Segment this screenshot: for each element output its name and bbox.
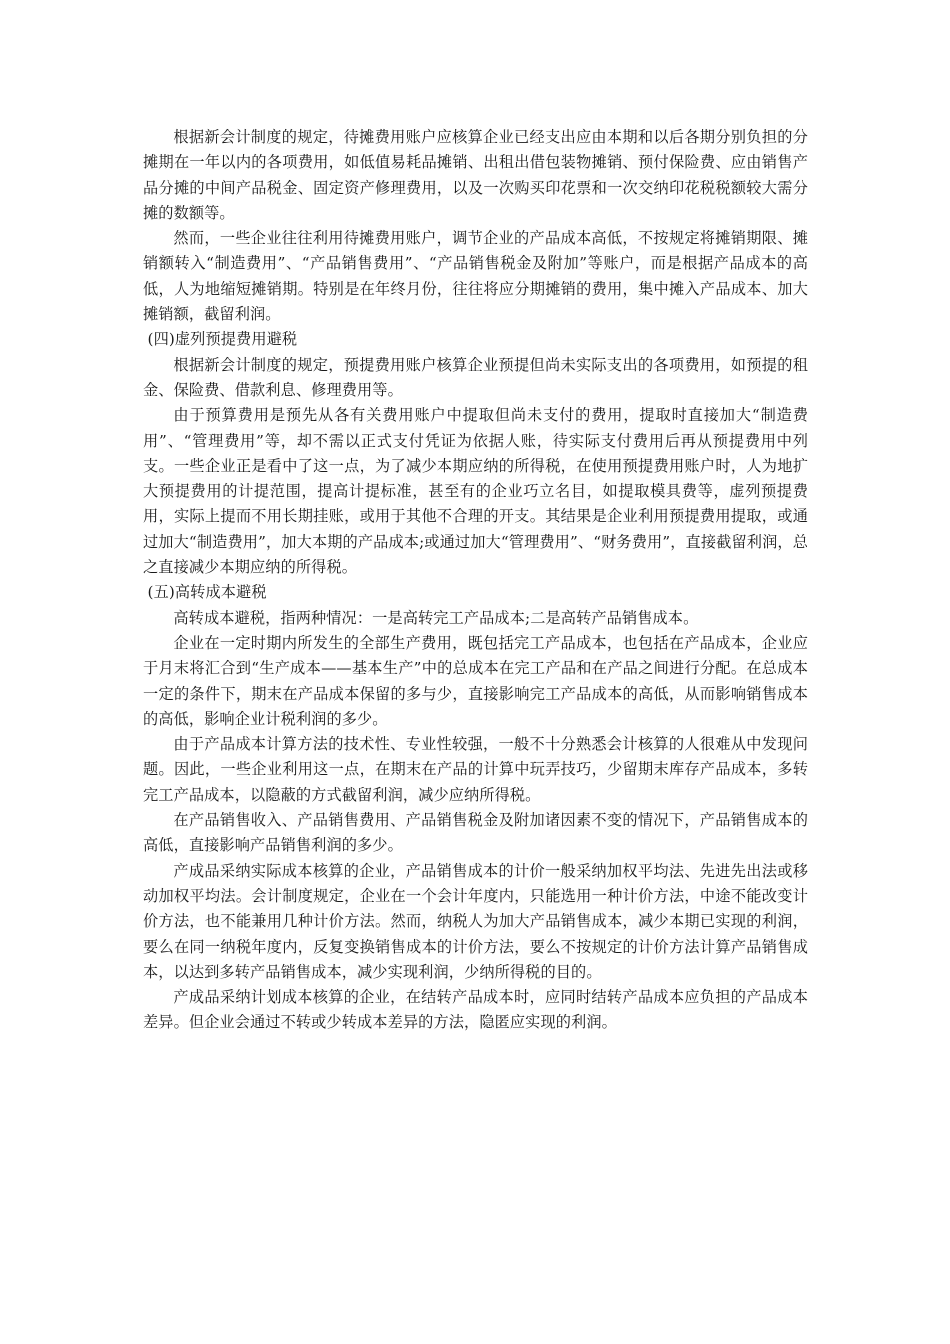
- section-heading-5: (五)高转成本避税: [147, 583, 267, 602]
- section-heading-4: (四)虚列预提费用避税: [147, 330, 298, 349]
- paragraph-prepaid-expenses-rule: 根据新会计制度的规定，待摊费用账户应核算企业已经支出应由本期和以后各期分别负担的分摊期在一年以内的各项费用，如低值易耗品摊销、出租出借包装物摊销、预付保险费、应由销售产品分摊的中间产品税金、固定资产修理费用，以及一次购买印花票和一次交纳印花税税额较大需分摊的数额等。: [143, 128, 808, 222]
- paragraph-accrued-expenses-rule: 根据新会计制度的规定，预提费用账户核算企业预提但尚未实际支出的各项费用，如预提的租金、保险费、借款利息、修理费用等。: [143, 355, 808, 399]
- paragraph-high-cost-transfer-intro: 高转成本避税，指两种情况：一是高转完工产品成本;二是高转产品销售成本。: [173, 608, 699, 627]
- document-body: [143, 125, 808, 1036]
- paragraph-prepaid-expenses-abuse: 然而，一些企业往往利用待摊费用账户，调节企业的产品成本高低，不按规定将摊销期限、摊销额转入“制造费用”、“产品销售费用”、“产品销售税金及附加”等账户，而是根据产品成本的高低，人为地缩短摊销期。特别是在年终月份，往往将应分期摊销的费用，集中摊入产品成本、加大摊销额，截留利润。: [143, 229, 808, 324]
- paragraph-cost-calculation-tricks: 由于产品成本计算方法的技术性、专业性较强，一般不十分熟悉会计核算的人很难从中发现问题。因此，一些企业利用这一点，在期末在产品的计算中玩弄技巧，少留期末库存产品成本，多转完工产品成本，以隐蔽的方式截留利润，减少应纳所得税。: [143, 735, 808, 804]
- paragraph-actual-cost-valuation: 产成品采纳实际成本核算的企业，产品销售成本的计价一般采纳加权平均法、先进先出法或移动加权平均法。会计制度规定，企业在一个会计年度内，只能选用一种计价方法，中途不能改变计价方法，也不能兼用几种计价方法。然而，纳税人为加大产品销售成本，减少本期已实现的利润，要么在同一纳税年度内，反复变换销售成本的计价方法，要么不按规定的计价方法计算产品销售成本，以达到多转产品销售成本，减少实现利润，少纳所得税的目的。: [143, 861, 808, 981]
- paragraph-production-cost-allocation: 企业在一定时期内所发生的全部生产费用，既包括完工产品成本，也包括在产品成本，企业应于月末将汇合到“生产成本——基本生产”中的总成本在完工产品和在产品之间进行分配。在总成本一定的条件下，期末在产品成本保留的多与少，直接影响完工产品成本的高低，从而影响销售成本的高低，影响企业计税利润的多少。: [143, 633, 808, 728]
- paragraph-accrued-expenses-abuse: 由于预算费用是预先从各有关费用账户中提取但尚未支付的费用，提取时直接加大“制造费用”、“管理费用”等，却不需以正式支付凭证为依据人账，待实际支付费用后再从预提费用中列支。一些企业正是看中了这一点，为了减少本期应纳的所得税，在使用预提费用账户时，人为地扩大预提费用的计提范围，提高计提标准，甚至有的企业巧立名目，如提取模具费等，虚列预提费用，实际上提而不用长期挂账，或用于其他不合理的开支。其结果是企业利用预提费用提取，或通过加大“制造费用”，加大本期的产品成本;或通过加大“管理费用”、“财务费用”，直接截留利润，总之直接减少本期应纳的所得税。: [143, 406, 808, 577]
- paragraph-planned-cost-variance: 产成品采纳计划成本核算的企业，在结转产品成本时，应同时结转产品成本应负担的产品成本差异。但企业会通过不转或少转成本差异的方法，隐匿应实现的利润。: [143, 988, 808, 1032]
- paragraph-sales-cost-impact: 在产品销售收入、产品销售费用、产品销售税金及附加诸因素不变的情况下，产品销售成本的高低，直接影响产品销售利润的多少。: [143, 811, 808, 855]
